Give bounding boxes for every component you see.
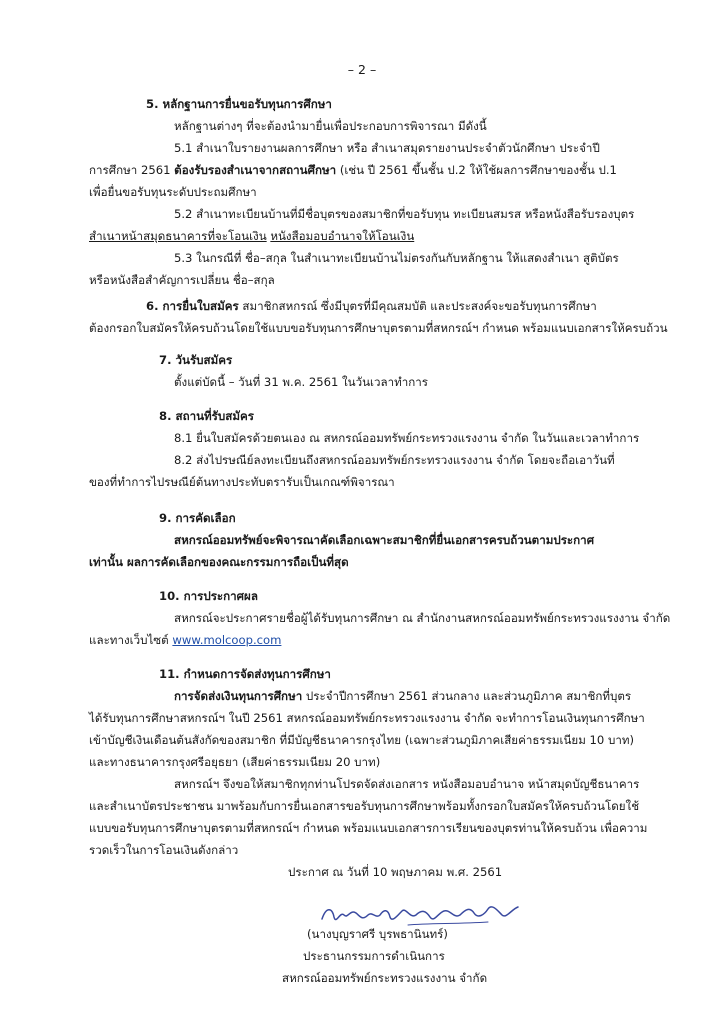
section-11-line-2: ได้รับทุนการศึกษาสหกรณ์ฯ ในปี 2561 สหกรณ์ออมทรัพย์กระทรวงแรงงาน จำกัด จะทำการโอนเงินทุนการศึกษา — [89, 711, 645, 725]
section-6-line-2: ต้องกรอกใบสมัครให้ครบถ้วนโดยใช้แบบขอรับทุนการศึกษาบุตรตามที่สหกรณ์ฯ กำหนด พร้อมแนบเอกสารให้ครบถ้วน — [89, 321, 668, 335]
signer-name: (นางบุญราศรี บุรพธานินทร์) — [307, 927, 448, 941]
section-5-1-line-2 — [89, 162, 617, 178]
section-5-2-line-1: 5.2 สำเนาทะเบียนบ้านที่มีชื่อบุตรของสมาชิกที่ขอรับทุน ทะเบียนสมรส หรือหนังสือรับรองบุตร — [174, 207, 635, 221]
section-7-text: ตั้งแต่บัดนี้ – วันที่ 31 พ.ค. 2561 ในวันเวลาทำการ — [174, 375, 429, 389]
section-11-line-5: สหกรณ์ฯ จึงขอให้สมาชิกทุกท่านโปรดจัดส่งเอกสาร หนังสือมอบอำนาจ หน้าสมุดบัญชีธนาคาร — [174, 777, 640, 791]
section-8-heading: 8. สถานที่รับสมัคร — [159, 409, 254, 423]
section-10-heading: 10. การประกาศผล — [159, 589, 258, 603]
website-link[interactable]: www.molcoop.com — [172, 633, 282, 647]
text-run: ประจำปีการศึกษา 2561 ส่วนกลาง และส่วนภูมิภาค สมาชิกที่บุตร — [302, 689, 632, 703]
section-9-line-2: เท่านั้น ผลการคัดเลือกของคณะกรรมการถือเป็นที่สุด — [89, 555, 349, 569]
text-run: และทางเว็บไซต์ — [89, 633, 173, 647]
section-5-1-line-1: 5.1 สำเนาใบรายงานผลการศึกษา หรือ สำเนาสมุดรายงานประจำตัวนักศึกษา ประจำปี — [174, 141, 600, 155]
section-11-line-3: เข้าบัญชีเงินเดือนต้นสังกัดของสมาชิก ที่มีบัญชีธนาคารกรุงไทย (เฉพาะส่วนภูมิภาคเสียค่าธรรมเนียม 10 บาท) — [89, 733, 635, 747]
section-11-line-7: แบบขอรับทุนการศึกษาบุตรตามที่สหกรณ์ฯ กำหนด พร้อมแนบเอกสารการเรียนของบุตรท่านให้ครบถ้วน เพื่อความ — [89, 821, 648, 835]
bank-book-copy-underlined: สำเนาหน้าสมุดธนาคารที่จะโอนเงิน — [89, 229, 267, 243]
section-6-line-1 — [146, 298, 597, 314]
section-11-line-6: และสำเนาบัตรประชาชน มาพร้อมกับการยื่นเอกสารขอรับทุนการศึกษาพร้อมทั้งกรอกใบสมัครให้ครบถ้วนโดยใช้ — [89, 799, 640, 813]
section-8-1: 8.1 ยื่นใบสมัครด้วยตนเอง ณ สหกรณ์ออมทรัพย์กระทรวงแรงงาน จำกัด ในวันและเวลาทำการ — [174, 431, 640, 445]
certified-copy-emphasis: ต้องรับรองสำเนาจากสถานศึกษา — [174, 163, 337, 177]
section-8-2-line-2: ของที่ทำการไปรษณีย์ต้นทางประทับตรารับเป็นเกณฑ์พิจารณา — [89, 475, 395, 489]
section-5-heading: 5. หลักฐานการยื่นขอรับทุนการศึกษา — [146, 97, 332, 111]
power-of-attorney-underlined: หนังสือมอบอำนาจให้โอนเงิน — [270, 229, 415, 243]
section-5-3-line-2: หรือหนังสือสำคัญการเปลี่ยน ชื่อ–สกุล — [89, 273, 275, 287]
fund-transfer-emphasis: การจัดส่งเงินทุนการศึกษา — [174, 689, 303, 703]
section-8-2-line-1: 8.2 ส่งไปรษณีย์ลงทะเบียนถึงสหกรณ์ออมทรัพย์กระทรวงแรงงาน จำกัด โดยจะถือเอาวันที่ — [174, 453, 615, 467]
signer-title: ประธานกรรมการดำเนินการ — [303, 949, 445, 963]
section-10-line-1: สหกรณ์จะประกาศรายชื่อผู้ได้รับทุนการศึกษา ณ สำนักงานสหกรณ์ออมทรัพย์กระทรวงแรงงาน จำกัด — [174, 611, 671, 625]
section-5-2-line-2 — [89, 228, 414, 244]
section-11-line-8: รวดเร็วในการโอนเงินดังกล่าว — [89, 843, 239, 857]
page-number: – 2 – — [347, 62, 377, 77]
section-6-heading: 6. การยื่นใบสมัคร — [146, 299, 239, 313]
text-run: การศึกษา 2561 — [89, 163, 175, 177]
section-5-intro: หลักฐานต่างๆ ที่จะต้องนำมายื่นเพื่อประกอบการพิจารณา มีดังนี้ — [174, 119, 487, 133]
section-11-heading: 11. กำหนดการจัดส่งทุนการศึกษา — [159, 667, 331, 681]
section-11-line-1 — [174, 688, 631, 704]
text-run: สมาชิกสหกรณ์ ซึ่งมีบุตรที่มีคุณสมบัติ และประสงค์จะขอรับทุนการศึกษา — [238, 299, 597, 313]
text-run: (เช่น ปี 2561 ขึ้นชั้น ป.2 ให้ใช้ผลการศึกษาของชั้น ป.1 — [336, 163, 617, 177]
section-9-heading: 9. การคัดเลือก — [159, 511, 236, 525]
section-9-line-1: สหกรณ์ออมทรัพย์จะพิจารณาคัดเลือกเฉพาะสมาชิกที่ยื่นเอกสารครบถ้วนตามประกาศ — [174, 533, 595, 547]
section-10-line-2 — [89, 632, 281, 648]
announcement-date: ประกาศ ณ วันที่ 10 พฤษภาคม พ.ศ. 2561 — [288, 865, 503, 879]
section-11-line-4: และทางธนาคารกรุงศรีอยุธยา (เสียค่าธรรมเนียม 20 บาท) — [89, 755, 381, 769]
signer-organization: สหกรณ์ออมทรัพย์กระทรวงแรงงาน จำกัด — [282, 971, 488, 985]
section-7-heading: 7. วันรับสมัคร — [159, 353, 233, 367]
section-5-3-line-1: 5.3 ในกรณีที่ ชื่อ–สกุล ในสำเนาทะเบียนบ้านไม่ตรงกันกับหลักฐาน ให้แสดงสำเนา สูติบัตร — [174, 251, 619, 265]
section-5-1-line-3: เพื่อยื่นขอรับทุนระดับประถมศึกษา — [89, 185, 257, 199]
